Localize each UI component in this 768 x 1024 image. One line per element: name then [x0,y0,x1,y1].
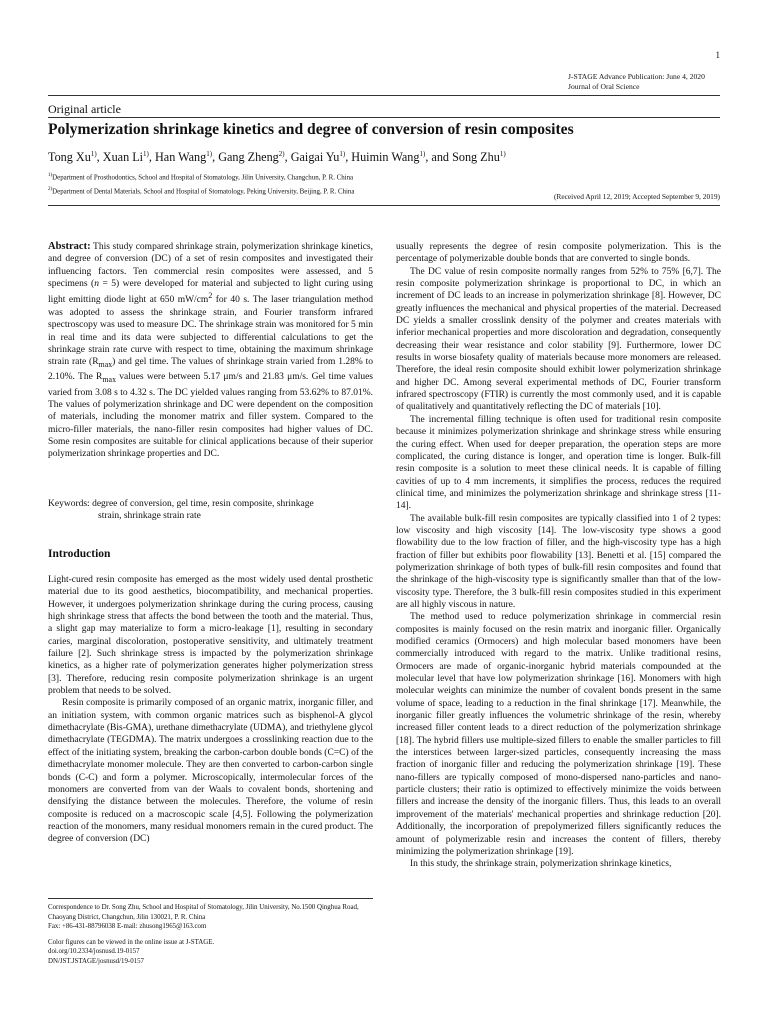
paragraph: Light-cured resin composite has emerged as the most widely used dental prosthetic material due to its good aesthetics, biocompatibility, and mechanical properties. However, it undergoes polymerization shrinkage during the curing process, causing high shrinkage stress that affects the bond between the tooth and the material. Thus, a slight gap may materialize to form a micro-leakage [1], resulting in secondary caries, marginal discoloration, postoperative sensitivity, and ultimately treatment failure [2]. Such shrinkage stress is impacted by the polymerization shrinkage kinetics, as a higher rate of polymerization generates higher polymerization stress [3]. Therefore, reducing resin composite polymerization shrinkage is an urgent problem that needs to be solved. [48,575,373,697]
abstract-text: Abstract: This study compared shrinkage strain, polymerization shrinkage kinetics, and degree of conversion (DC) of a set of resin composites and investigated their influencing factors. Ten commercial resin composites were assessed, and 5 specimens (n = 5) were developed for material and subjected to light curing using light emitting diode light at 650 $mW/cm^2$ for 40 s. The laser triangulation method was adopted to assess the shrinkage strain, and Fourier transform infrared spectroscopy was used to measure DC. The shrinkage strain was monitored for 5 min in real time and its data were subjected to differential calculations to get the shrinkage strain rate curve with respect to time, obtaining the maximum shrinkage strain rate $(R_{max})$ and gel time. The values of shrinkage strain varied from 1.28% to 2.10%. The $R_{max}$ values were between 5.17 μm/s and 21.83 μm/s. Gel time values varied from 3.08 s to 4.32 s. The DC yielded values ranging from 53.62% to 87.01%. The values of polymerization shrinkage and DC were dependent on the composition of materials, including the monomer matrix and filler system. Compared to the micro-filler materials, the nano-filler resin composites had higher values of DC. Some resin composites are suitable for clinical applications because of their superior polymerization shrinkage properties and DC. [48,241,374,460]
author: Han Wang$^{1)}$, [154,150,219,165]
footnote-rule [48,898,373,899]
affiliation-1: $^{1)}$Department of Prosthodontics, School and Hospital of Stomatology, Jilin University, Changchun, P. R. China [48,173,354,182]
journal-name: Journal of Oral Science [568,82,640,91]
page-number: 1 [715,50,720,60]
publication-info [568,72,705,92]
keywords [48,498,373,523]
correspondence-contact: Fax: +86-431-88796038 E-mail: zhusong1965@163.com [48,923,207,931]
abstract-label: Abstract: [48,241,91,252]
right-column-body [396,241,721,871]
author: Gaigai Yu$^{1)}$, [290,150,352,165]
paragraph: The available bulk-fill resin composites are typically classified into 1 of 2 types: low viscosity and high viscosity [14]. The low-viscosity type shows a good flowability due to the low fraction of filler, and the high-viscosity type has a high fraction of filler but exhibits poor flowability [13]. Benetti et al. [15] compared the polymerization shrinkage of both types of bulk-fill resin composites and found that the shrinkage of the high-viscosity type is significantly smaller than that of the low-viscosity type. Therefore, the 3 bulk-fill resin composites studied in this experiment are all highly viscous in nature. [396,513,721,610]
keywords-line-1: degree of conversion, gel time, resin composite, shrinkage [89,499,314,509]
doi: doi.org/10.2334/josnusd.19-0157 [48,948,140,956]
correspondence-address: Correspondence to Dr. Song Zhu, School and Hospital of Stomatology, Jilin University, No.1500 Qinghua Road, Chaoyang District, Changchun, Jilin 130021, P. R. China [48,904,359,921]
affiliation-2: $^{2)}$Department of Dental Materials, School and Hospital of Stomatology, Peking University, Beijing, P. R. China [48,186,355,196]
paragraph: The incremental filling technique is often used for traditional resin composite because it minimizes polymerization shrinkage and shrinkage stress while ensuring the curing effect. When used for deeper preparation, the operation steps are more complicated, the curing distance is longer, and operation time is longer. Bulk-fill resin composite is a solution to meet these clinical needs. It is capable of filling cavities of up to 4 mm increments, it simplifies the process, reduces the required clinical time, and minimizes the polymerization shrinkage and shrinkage stress [11-14]. [396,414,721,512]
author-list [48,150,506,165]
section-heading-introduction: Introduction [48,548,111,560]
author: Gang Zheng$^{2)}$, [218,150,291,165]
paragraph: The DC value of resin composite normally ranges from 52% to 75% [6,7]. The resin composite polymerization shrinkage is proportional to DC, in which an increment of DC leads to an increase in polymerization shrinkage [8]. However, DC greatly influences the mechanical and physical properties of the material. Decreased DC yields a smaller crosslink density of the polymer and creates materials with inferior mechanical properties and more discoloration and degradation, consequently decreasing their wear resistance and color stability [9]. Furthermore, lower DC results in worse biosafety quality of materials because more monomers are released. Therefore, the ideal resin composite should exhibit lower polymerization shrinkage and higher DC. Among several experimental methods of DC, Fourier transform infrared spectroscopy (FTIR) is currently the most commonly used, and it is capable of qualitatively and quantitatively reflecting the DC of materials [10]. [396,266,721,413]
header-rule [48,95,720,96]
keywords-label: Keywords: [48,499,90,509]
abstract [48,241,373,461]
affiliations [48,170,354,198]
keywords-line-2: strain, shrinkage strain rate [98,511,201,522]
publication-date-line: J-STAGE Advance Publication: June 4, 2020 [568,72,705,81]
paragraph: In this study, the shrinkage strain, polymerization shrinkage kinetics, [410,859,672,870]
author: Xuan Li$^{1)}$, [102,150,155,165]
author: Tong Xu$^{1)}$, [48,150,103,165]
author: Song Zhu$^{1)}$ [452,150,506,165]
paragraph: Resin composite is primarily composed of an organic matrix, inorganic filler, and an initiation system, with common organic matrices such as bisphenol-A glycol dimethacrylate (Bis-GMA), urethane dimethacrylate (UDMA), and triethylene glycol dimethacrylate (TEGDMA). The matrix undergoes a crosslinking reaction due to the effect of the initiating system, breaking the carbon-carbon double bonds (C=C) of the dimethacrylate monomer molecule. They are then converted to carbon-carbon single bonds (C-C) and form a polymer. Microscopically, intermolecular forces of the monomers are converted from van der Waals to covalent bonds, shortening and densifying the distance between the molecules. Therefore, the volume of resin composite is reduced on a macroscopic scale [4,5]. Following the polymerization reaction of the monomers, many residual monomers remain in the cured product. The degree of conversion (DC) [48,698,373,845]
article-title: Polymerization shrinkage kinetics and degree of conversion of resin composites [48,121,574,138]
paragraph: usually represents the degree of resin composite polymerization. This is the percentage of polymerizable double bonds that are converted to single bonds. [396,242,721,265]
author: Huimin Wang$^{1)}$, and [351,150,453,165]
footnote [48,903,373,967]
introduction-body [48,574,373,846]
article-type: Original article [48,102,121,116]
dn-identifier: DN/JST.JSTAGE/josnusd/19-0157 [48,957,144,965]
title-rule [48,117,720,118]
received-accepted-dates: (Received April 12, 2019; Accepted September 9, 2019) [553,192,720,201]
color-figures-note: Color figures can be viewed in the online issue at J-STAGE. [48,938,215,946]
dates-rule [48,205,720,206]
paragraph: The method used to reduce polymerization shrinkage in commercial resin composites is mainly focused on the resin matrix and inorganic filler. Organically modified ceramics (Ormocers) and high molecular based monomers have been commercially introduced with regard to the matrix. Unlike traditional resins, Ormocers are made of organic-inorganic hybrid materials compounded at the molecular level that have low polymerization shrinkage [16]. Monomers with high molecular weights can minimize the number of covalent bonds present in the same volume of space, leading to a reduction in the final shrinkage [17]. Meanwhile, the inorganic filler greatly influences the volumetric shrinkage of the resin, whereby increased filler content leads to a direct reduction of the polymerization shrinkage [18]. The hybrid fillers use multiple-sized fillers to enable the smaller particles to fill the interstices between larger-sized particles, consequently increasing the mass fraction of inorganic filler and reducing the polymerization shrinkage [19]. These nano-fillers are typically composed of mono-dispersed nano-particles and nano-particle clusters; their ratio is optimized to effectively minimize the voids between fillers and increase the density of the inorganic fillers. Thus, this leads to an overall improvement of the materials' mechanical properties and shrinkage reduction [20]. Additionally, the incorporation of prepolymerized fillers significantly reduces the amount of polymerizable resin and increases the content of fillers, thereby minimizing the polymerization shrinkage [19]. [396,612,721,857]
